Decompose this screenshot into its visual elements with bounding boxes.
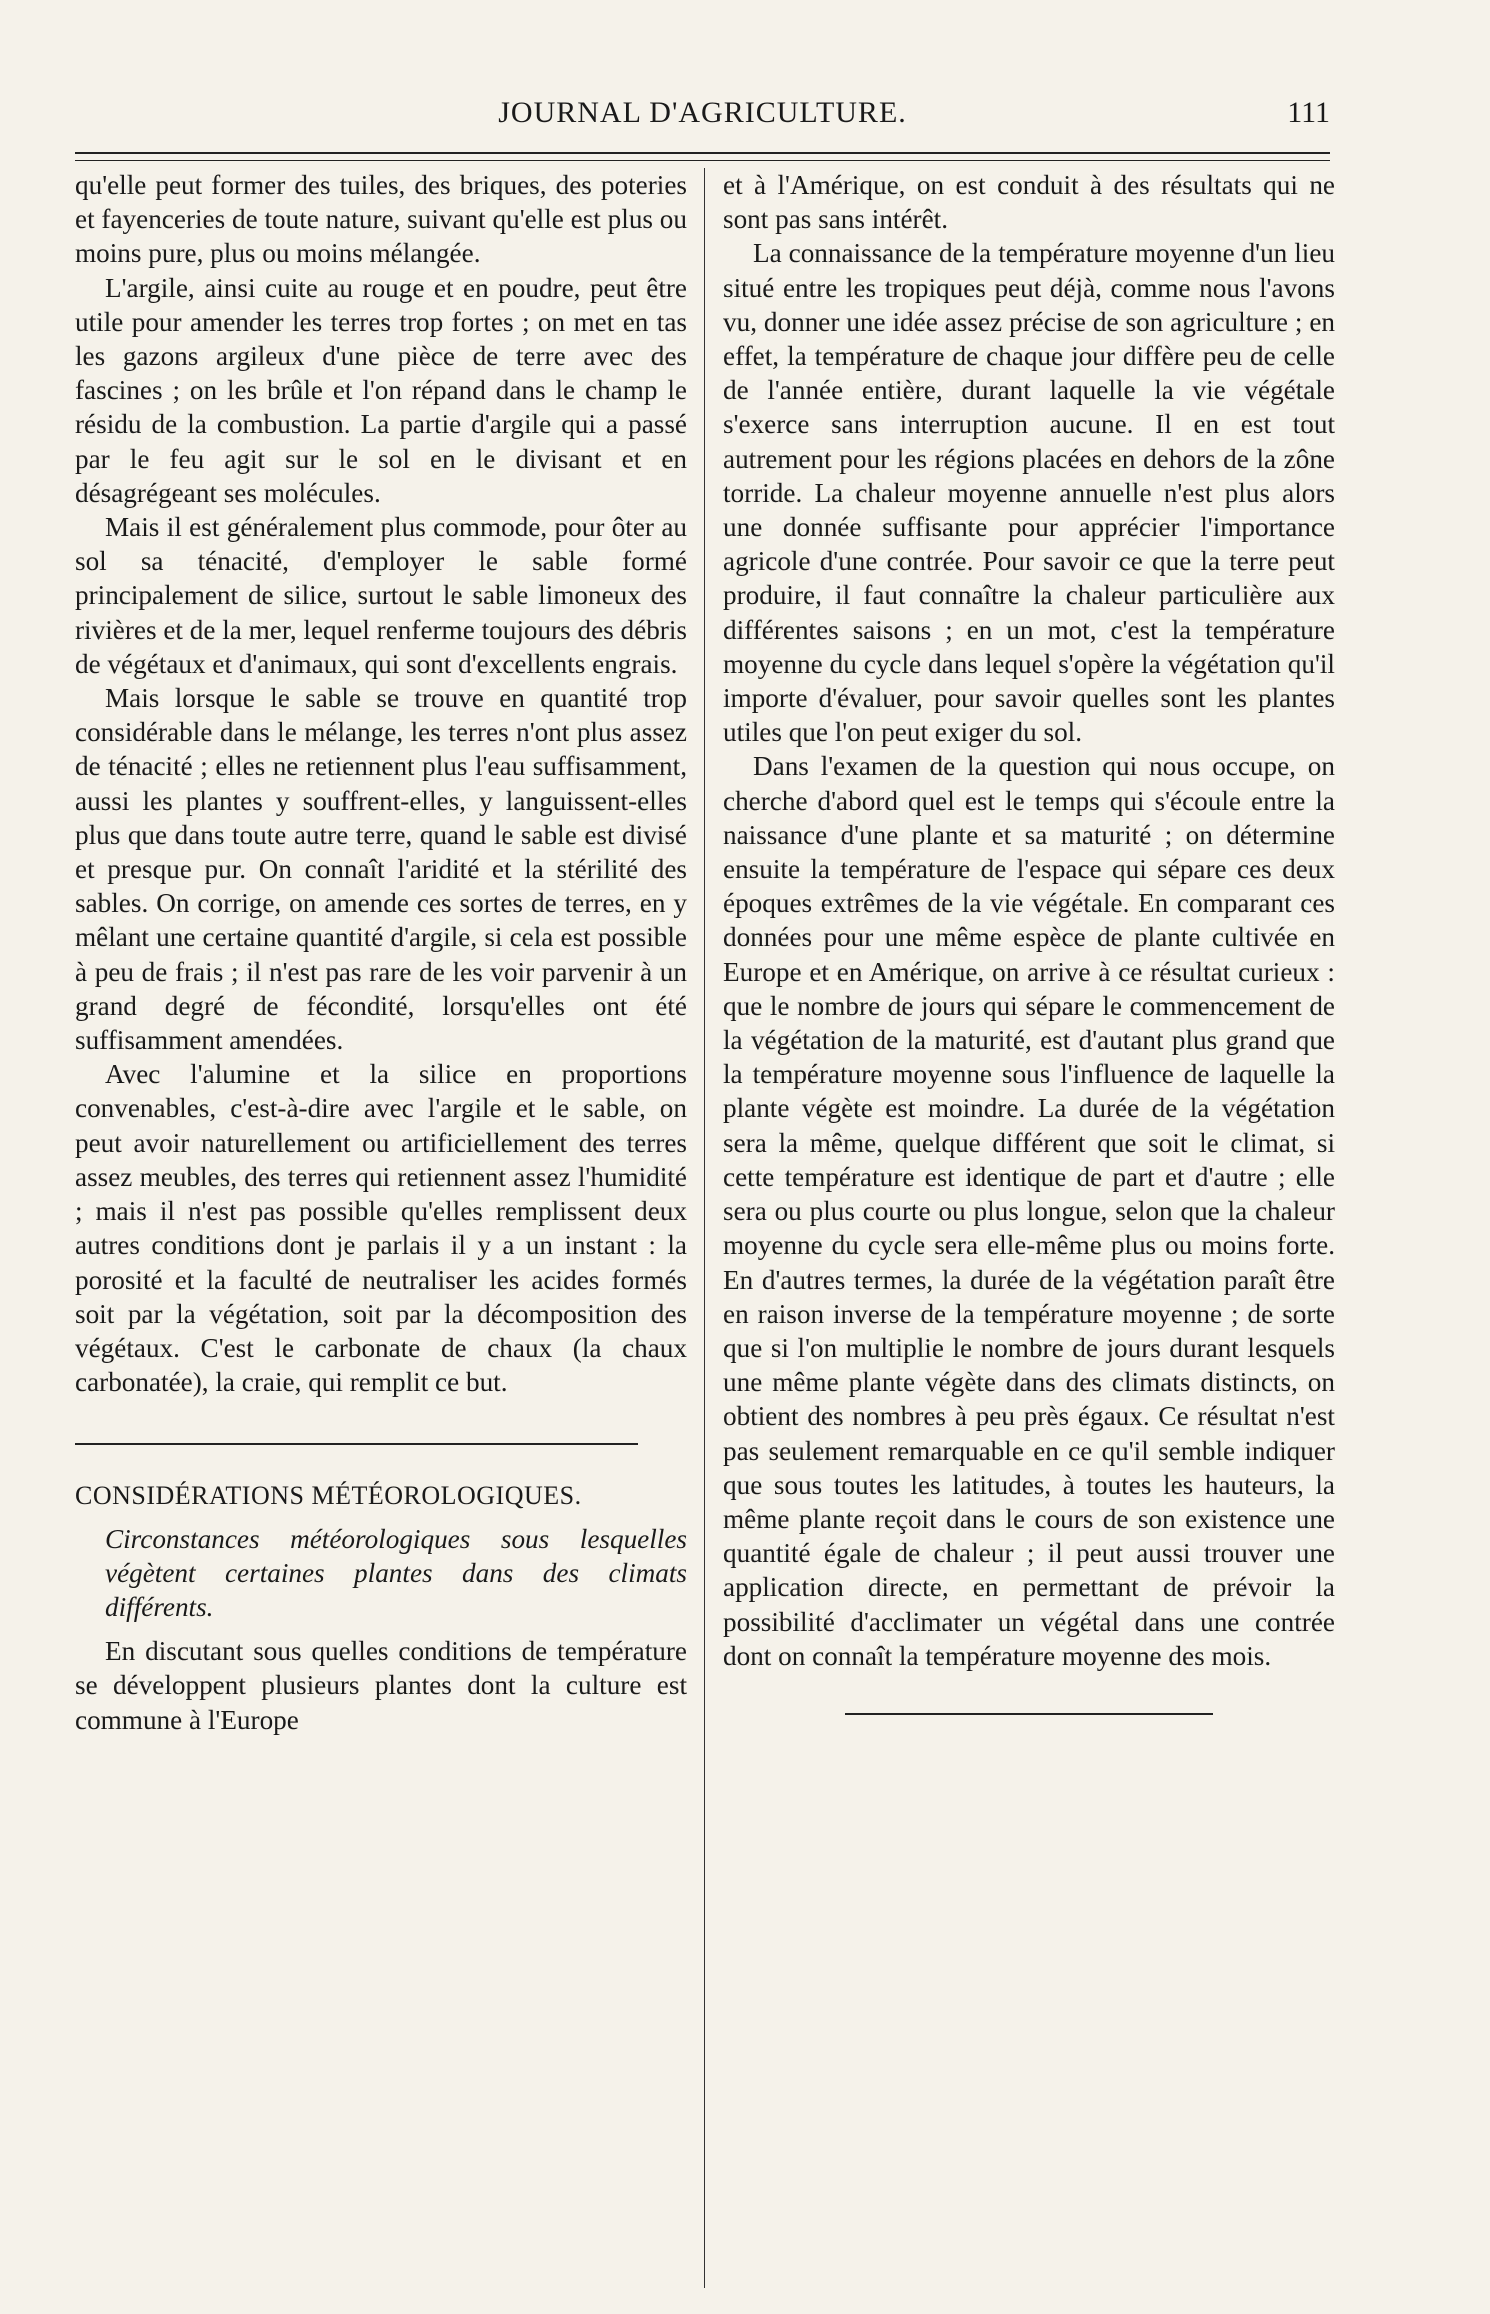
column-divider [704, 168, 705, 2288]
paragraph: Dans l'examen de la question qui nous occupe, on cherche d'abord quel est le temps qui s'écoule entre la naissance d'une plante et sa maturité ; on détermine ensuite la température de l'espace qui sépare ces deux époques extrêmes de la vie végétale. En comparant ces données pour une même espèce de plante cultivée en Europe et en Amérique, on arrive à ce résultat curieux : que le nombre de jours qui sépare le commencement de la végétation de la maturité, est d'autant plus grand que la température moyenne sous l'influence de laquelle la plante végète est moindre. La durée de la végétation sera la même, quelque différent que soit le climat, si cette température est identique de part et d'autre ; elle sera ou plus courte ou plus longue, selon que la chaleur moyenne du cycle sera elle-même plus ou moins forte. En d'autres termes, la durée de la végétation paraît être en raison inverse de la température moyenne ; de sorte que si l'on multiplie le nombre de jours durant lesquels une même plante végète dans des climats distincts, on obtient des nombres à peu près égaux. Ce résultat n'est pas seulement remarquable en ce qu'il semble indiquer que sous toutes les latitudes, à toutes les hauteurs, la même plante reçoit dans le cours de son existence une quantité égale de chaleur ; il peut aussi trouver une application directe, en permettant de prévoir la possibilité d'acclimater un végétal dans une contrée dont on connaît la température moyenne des mois. [723, 751, 1335, 1671]
paragraph: Mais il est généralement plus commode, pour ôter au sol sa ténacité, d'employer le sable formé principalement de silice, surtout le sable limoneux des rivières et de la mer, lequel renferme toujours des débris de végétaux et d'animaux, qui sont d'excellents engrais. [75, 512, 687, 679]
paragraph: La connaissance de la température moyenne d'un lieu situé entre les tropiques peut déjà, comme nous l'avons vu, donner une idée assez précise de son agriculture ; en effet, la température de chaque jour diffère peu de celle de l'année entière, durant laquelle la vie végétale s'exerce sans interruption aucune. Il en est tout autrement pour les régions placées en dehors de la zône torride. La chaleur moyenne annuelle n'est plus alors une donnée suffisante pour apprécier l'importance agricole d'une contrée. Pour savoir ce que la terre peut produire, il faut connaître la chaleur particulière aux différentes saisons ; en un mot, c'est la température moyenne du cycle dans lequel s'opère la végétation qu'il importe d'évaluer, pour savoir quelles sont les plantes utiles que l'on peut exiger du sol. [723, 238, 1335, 748]
page-number: 111 [1287, 96, 1330, 129]
right-column [723, 168, 1335, 1715]
section-separator [75, 1443, 638, 1445]
paragraph: Mais lorsque le sable se trouve en quantité trop considérable dans le mélange, les terres n'ont plus assez de ténacité ; elles ne retiennent plus l'eau suffisamment, aussi les plantes y souffrent-elles, y languissent-elles plus que dans toute autre terre, quand le sable est divisé et presque pur. On connaît l'aridité et la stérilité des sables. On corrige, on amende ces sortes de terres, en y mêlant une certaine quantité d'argile, si cela est possible à peu de frais ; il n'est pas rare de les voir parvenir à un grand degré de fécondité, lorsqu'elles ont été suffisamment amendées. [75, 683, 687, 1056]
page-header [75, 88, 1330, 148]
paragraph: Avec l'alumine et la silice en proportions convenables, c'est-à-dire avec l'argile et le sable, on peut avoir naturellement ou artificiellement des terres assez meubles, des terres qui retiennent assez l'humidité ; mais il n'est pas possible qu'elles remplissent deux autres conditions dont je parlais il y a un instant : la porosité et la faculté de neutraliser les acides formés soit par la végétation, soit par la décomposition des végétaux. C'est le carbonate de chaux (la chaux carbonatée), la craie, qui remplit ce but. [75, 1059, 687, 1398]
section-subheading: Circonstances météorologiques sous lesquelles végètent certaines plantes dans des climats différents. [105, 1523, 687, 1622]
paragraph: et à l'Amérique, on est conduit à des résultats qui ne sont pas sans intérêt. [723, 170, 1335, 235]
journal-page [75, 88, 1335, 2288]
header-rule [75, 152, 1330, 161]
article-end-rule [845, 1713, 1212, 1715]
running-title: JOURNAL D'AGRICULTURE. [498, 96, 907, 129]
paragraph: L'argile, ainsi cuite au rouge et en poudre, peut être utile pour amender les terres trop fortes ; on met en tas les gazons argileux d'une pièce de terre avec des fascines ; on les brûle et l'on répand dans le champ le résidu de la combustion. La partie d'argile qui a passé par le feu agit sur le sol en le divisant et en désagrégeant ses molécules. [75, 272, 687, 508]
section-heading: CONSIDÉRATIONS MÉTÉOROLOGIQUES. [75, 1481, 582, 1511]
paragraph: qu'elle peut former des tuiles, des briques, des poteries et fayenceries de toute nature, suivant qu'elle est plus ou moins pure, plus ou moins mélangée. [75, 170, 687, 269]
left-column [75, 168, 687, 1737]
paragraph: En discutant sous quelles conditions de température se développent plusieurs plantes dont la culture est commune à l'Europe [75, 1636, 687, 1735]
two-column-body [75, 168, 1335, 2288]
